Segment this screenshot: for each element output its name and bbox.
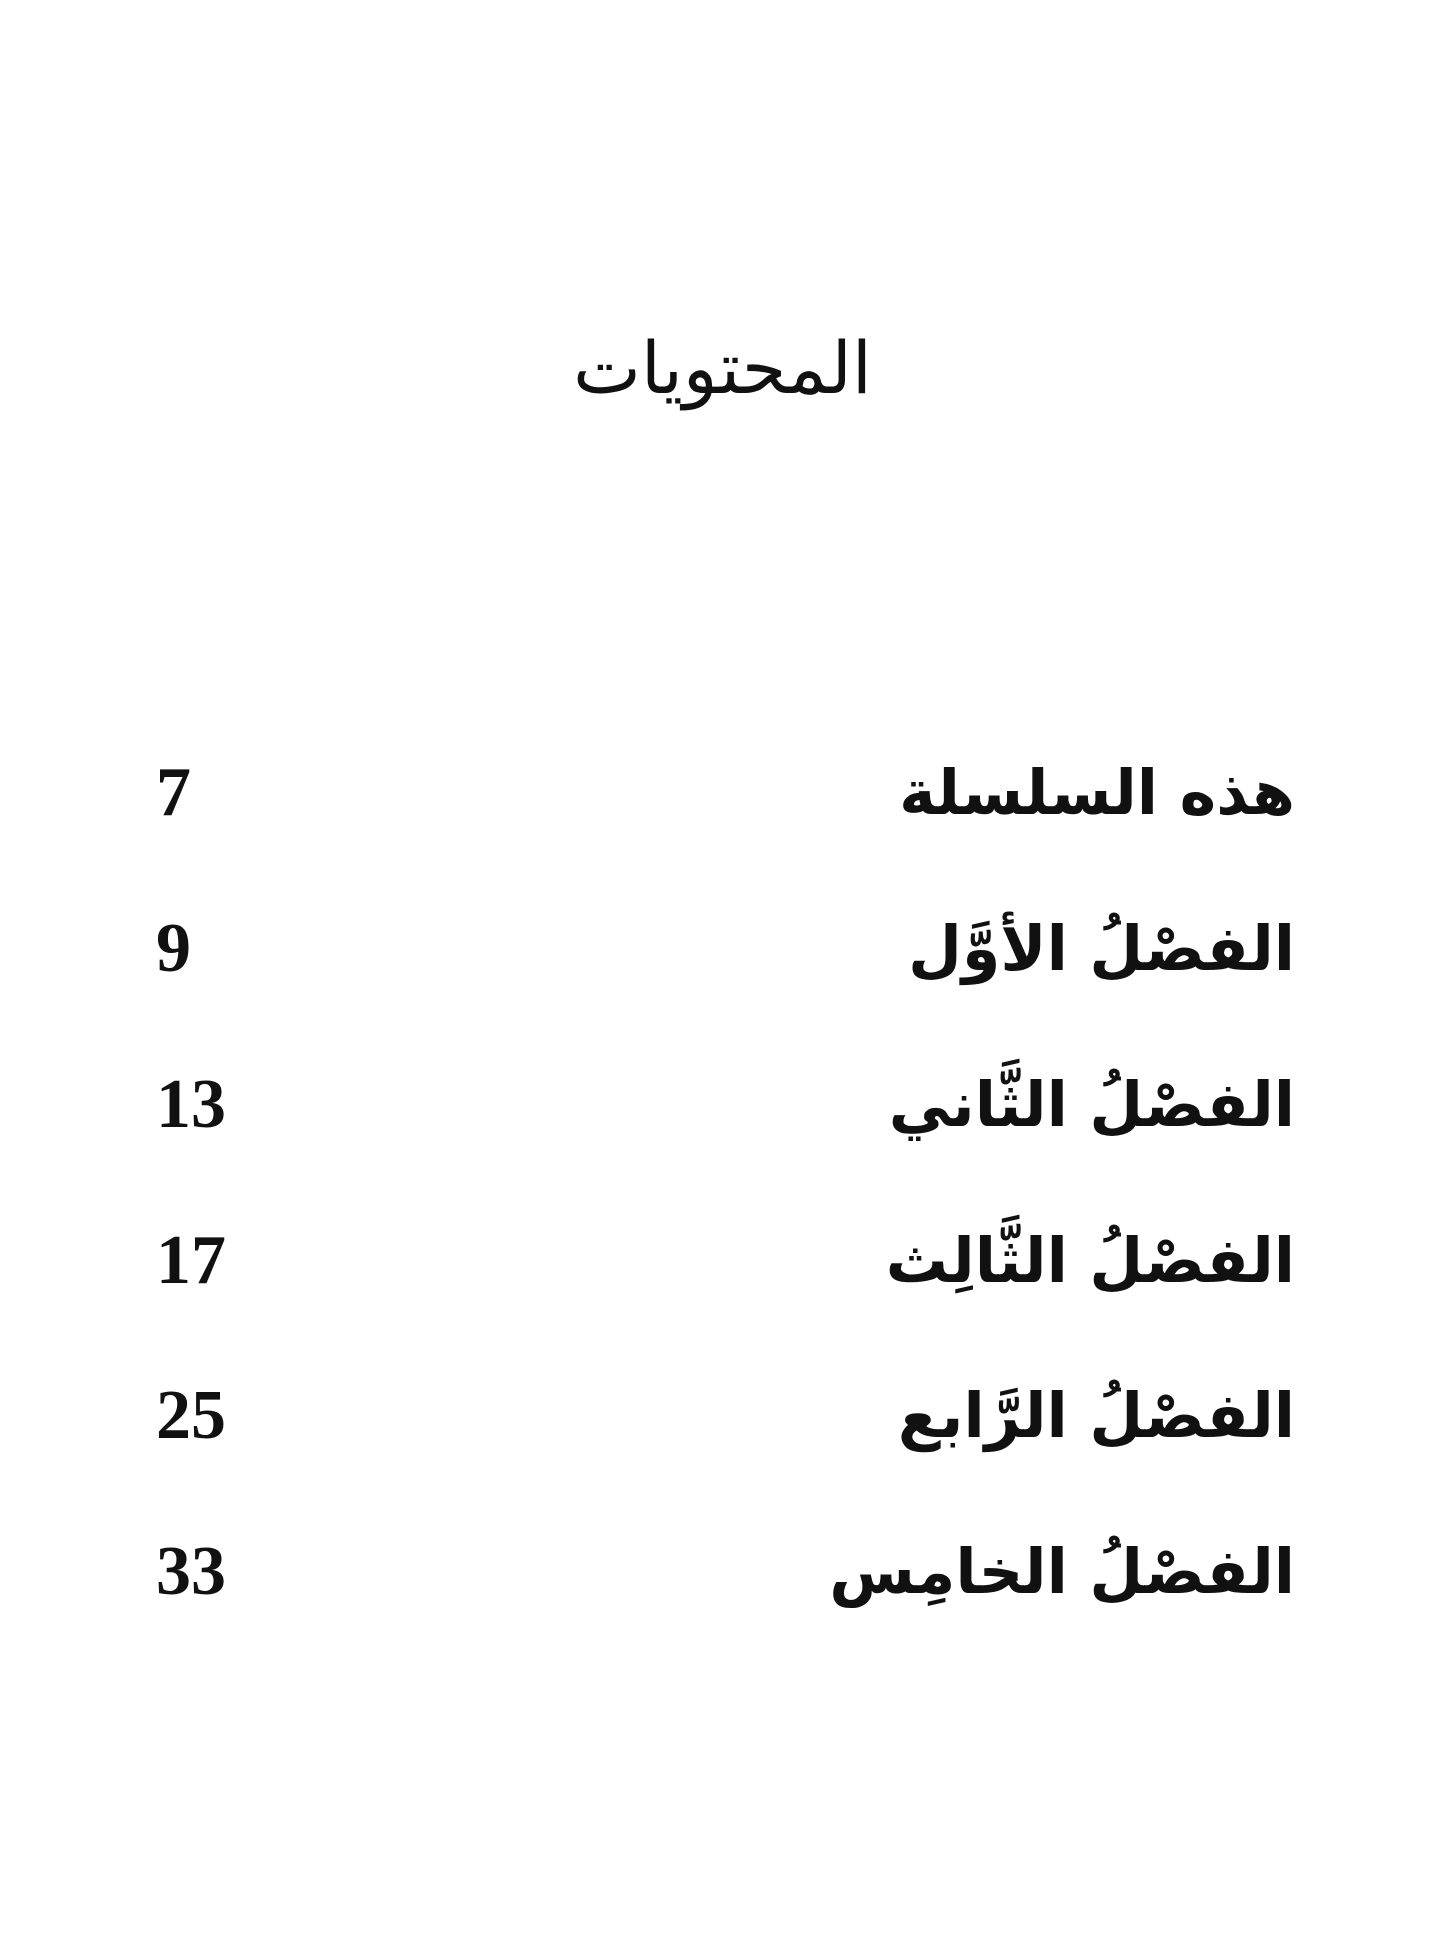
toc-entry-label: الفصْلُ الرَّابع [897,1379,1295,1452]
toc-entry[interactable] [156,1206,1295,1316]
toc-entry-page: 13 [156,1066,226,1143]
toc-entry[interactable] [156,894,1295,1004]
toc-entry-label: الفصْلُ الأوَّل [908,912,1295,985]
toc-entry-label: الفصْلُ الخامِس [829,1535,1295,1608]
toc-entry-label: الفصْلُ الثَّالِث [885,1224,1295,1297]
toc-entry[interactable] [156,1050,1295,1160]
toc-entry-page: 7 [156,754,191,831]
page-title: المحتويات [573,326,872,410]
toc-entry-page: 25 [156,1377,226,1454]
toc-entry[interactable] [156,738,1295,848]
toc-entry-page: 33 [156,1533,226,1610]
toc-entry-label: هذه السلسلة [899,756,1295,829]
toc-entry-page: 17 [156,1222,226,1299]
toc-entry[interactable] [156,1361,1295,1471]
toc-entry[interactable] [156,1517,1295,1627]
toc-entry-label: الفصْلُ الثَّاني [888,1068,1295,1141]
toc-entry-page: 9 [156,910,191,987]
